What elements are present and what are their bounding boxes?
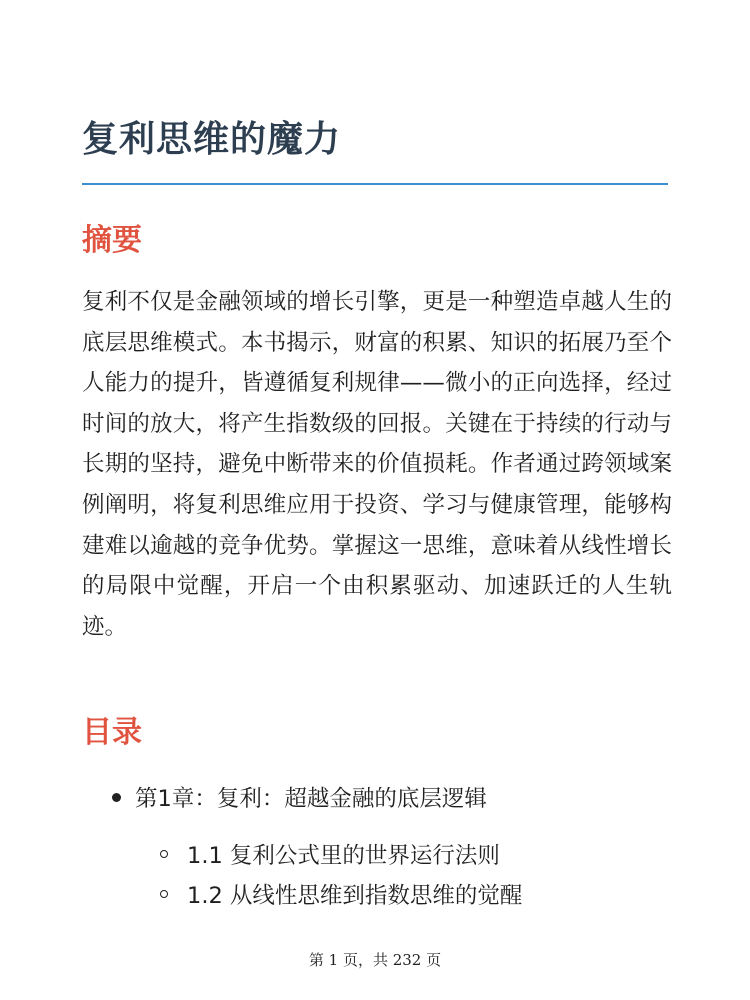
toc-section-list [160, 834, 522, 914]
page-number-footer: 第 1 页，共 232 页 [308, 951, 442, 969]
bullet-icon [112, 793, 121, 802]
toc-heading: 目录 [82, 715, 142, 750]
hollow-bullet-icon [160, 850, 168, 858]
toc-chapter-label: 第1章：复利：超越金融的底层逻辑 [135, 786, 487, 812]
hollow-bullet-icon [160, 890, 168, 898]
page-title: 复利思维的魔力 [82, 119, 342, 160]
toc-section-label: 1.1 复利公式里的世界运行法则 [187, 843, 500, 869]
toc-section-1-2[interactable] [160, 874, 522, 914]
summary-heading: 摘要 [82, 223, 142, 258]
toc-section-1-1[interactable] [160, 834, 522, 874]
title-divider [82, 183, 668, 185]
summary-paragraph: 复利不仅是金融领域的增长引擎，更是一种塑造卓越人生的底层思维模式。本书揭示，财富的积累、知识的拓展乃至个人能力的提升，皆遵循复利规律——微小的正向选择，经过时间的放大，将产生指数级的回报。关键在于持续的行动与长期的坚持，避免中断带来的价值损耗。作者通过跨领域案例阐明，将复利思维应用于投资、学习与健康管理，能够构建难以逾越的竞争优势。掌握这一思维，意味着从线性增长的局限中觉醒，开启一个由积累驱动、加速跃迁的人生轨迹。 [82, 289, 672, 640]
toc-section-label: 1.2 从线性思维到指数思维的觉醒 [187, 883, 523, 909]
toc-chapter-1[interactable] [112, 774, 487, 820]
